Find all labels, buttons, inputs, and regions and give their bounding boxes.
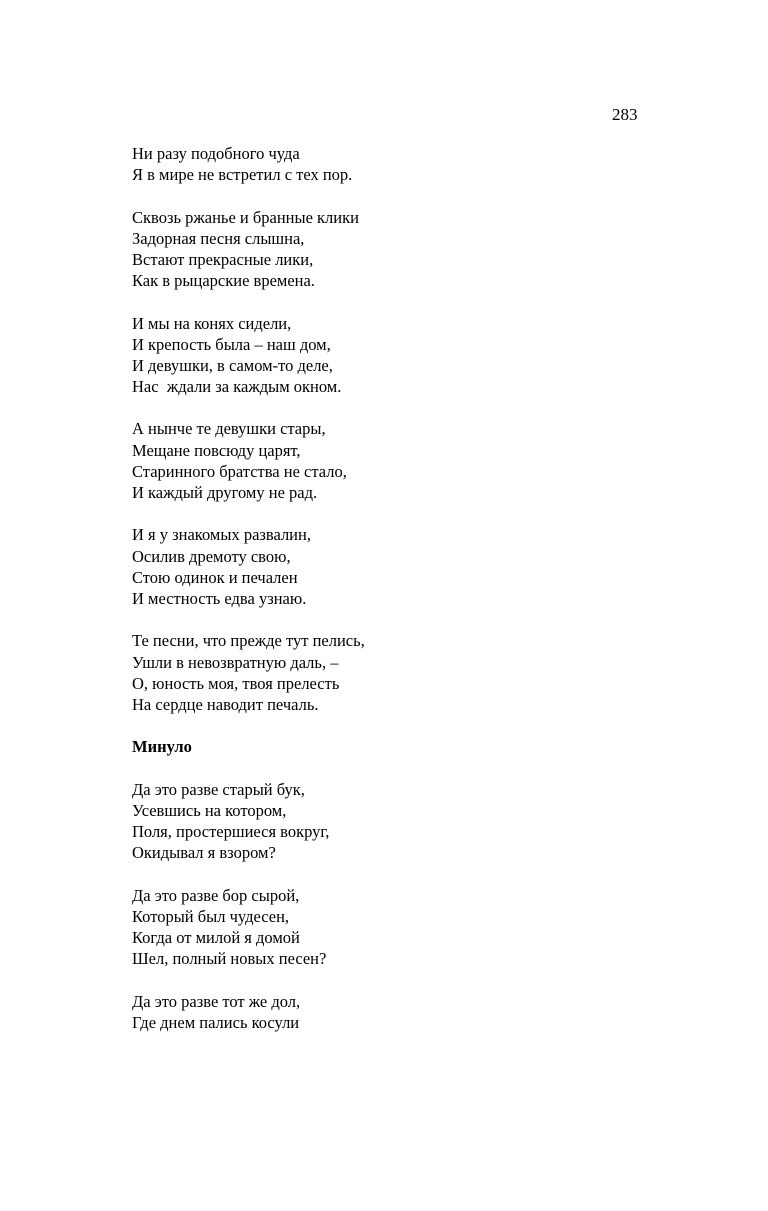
- poem-line: Встают прекрасные лики,: [132, 249, 314, 269]
- poem-line: И девушки, в самом-то деле,: [132, 355, 333, 375]
- poem-line: На сердце наводит печаль.: [132, 694, 319, 714]
- poem-line: Старинного братства не стало,: [132, 461, 347, 481]
- stanza: [132, 991, 692, 1033]
- poem-line: Шел, полный новых песен?: [132, 949, 327, 969]
- poem-line: Я в мире не встретил с тех пор.: [132, 165, 353, 185]
- poem-line: Ни разу подобного чуда: [132, 144, 300, 163]
- poem-line: Задорная песня слышна,: [132, 228, 305, 248]
- poem-line: А нынче те девушки стары,: [132, 419, 326, 439]
- poem-line: И мы на конях сидели,: [132, 313, 292, 333]
- poem-line: И местность едва узнаю.: [132, 588, 307, 608]
- poem-line: Ушли в невозвратную даль, –: [132, 652, 339, 672]
- poem-continuation: [132, 143, 692, 715]
- poem-line: Да это разве тот же дол,: [132, 991, 301, 1011]
- poem-line: Как в рыцарские времена.: [132, 271, 315, 291]
- poem-title: Минуло: [132, 737, 192, 757]
- poem-line: Где днем пались косули: [132, 1012, 300, 1032]
- stanza: [132, 524, 692, 609]
- poem-line: Сквозь ржанье и бранные клики: [132, 207, 359, 227]
- stanza: [132, 630, 692, 715]
- poem-line: И крепость была – наш дом,: [132, 334, 331, 354]
- poem-content: [132, 143, 692, 1054]
- stanza: [132, 143, 692, 185]
- poem-line: Который был чудесен,: [132, 906, 290, 926]
- stanza: [132, 885, 692, 970]
- poem-line: И каждый другому не рад.: [132, 483, 318, 502]
- poem-line: Поля, простершиеся вокруг,: [132, 822, 330, 841]
- poem-line: Мещане повсюду царят,: [132, 440, 301, 460]
- poem-line: Да это разве бор сырой,: [132, 885, 300, 905]
- poem-line: Когда от милой я домой: [132, 927, 300, 947]
- poem-line: И я у знакомых развалин,: [132, 525, 311, 545]
- poem-minulo: [132, 779, 692, 1033]
- poem-line: Те песни, что прежде тут пелись,: [132, 631, 365, 651]
- poem-line: О, юность моя, твоя прелесть: [132, 673, 340, 693]
- stanza: [132, 207, 692, 292]
- poem-line: Усевшись на котором,: [132, 800, 287, 820]
- page-number: 283: [612, 105, 638, 124]
- poem-line: Да это разве старый бук,: [132, 779, 305, 799]
- poem-line: Окидывал я взором?: [132, 843, 276, 863]
- poem-line: Осилив дремоту свою,: [132, 546, 291, 566]
- poem-line: Стою одинок и печален: [132, 567, 298, 587]
- stanza: [132, 418, 692, 503]
- stanza: [132, 313, 692, 398]
- stanza: [132, 779, 692, 864]
- poem-line: Нас ждали за каждым окном.: [132, 377, 342, 397]
